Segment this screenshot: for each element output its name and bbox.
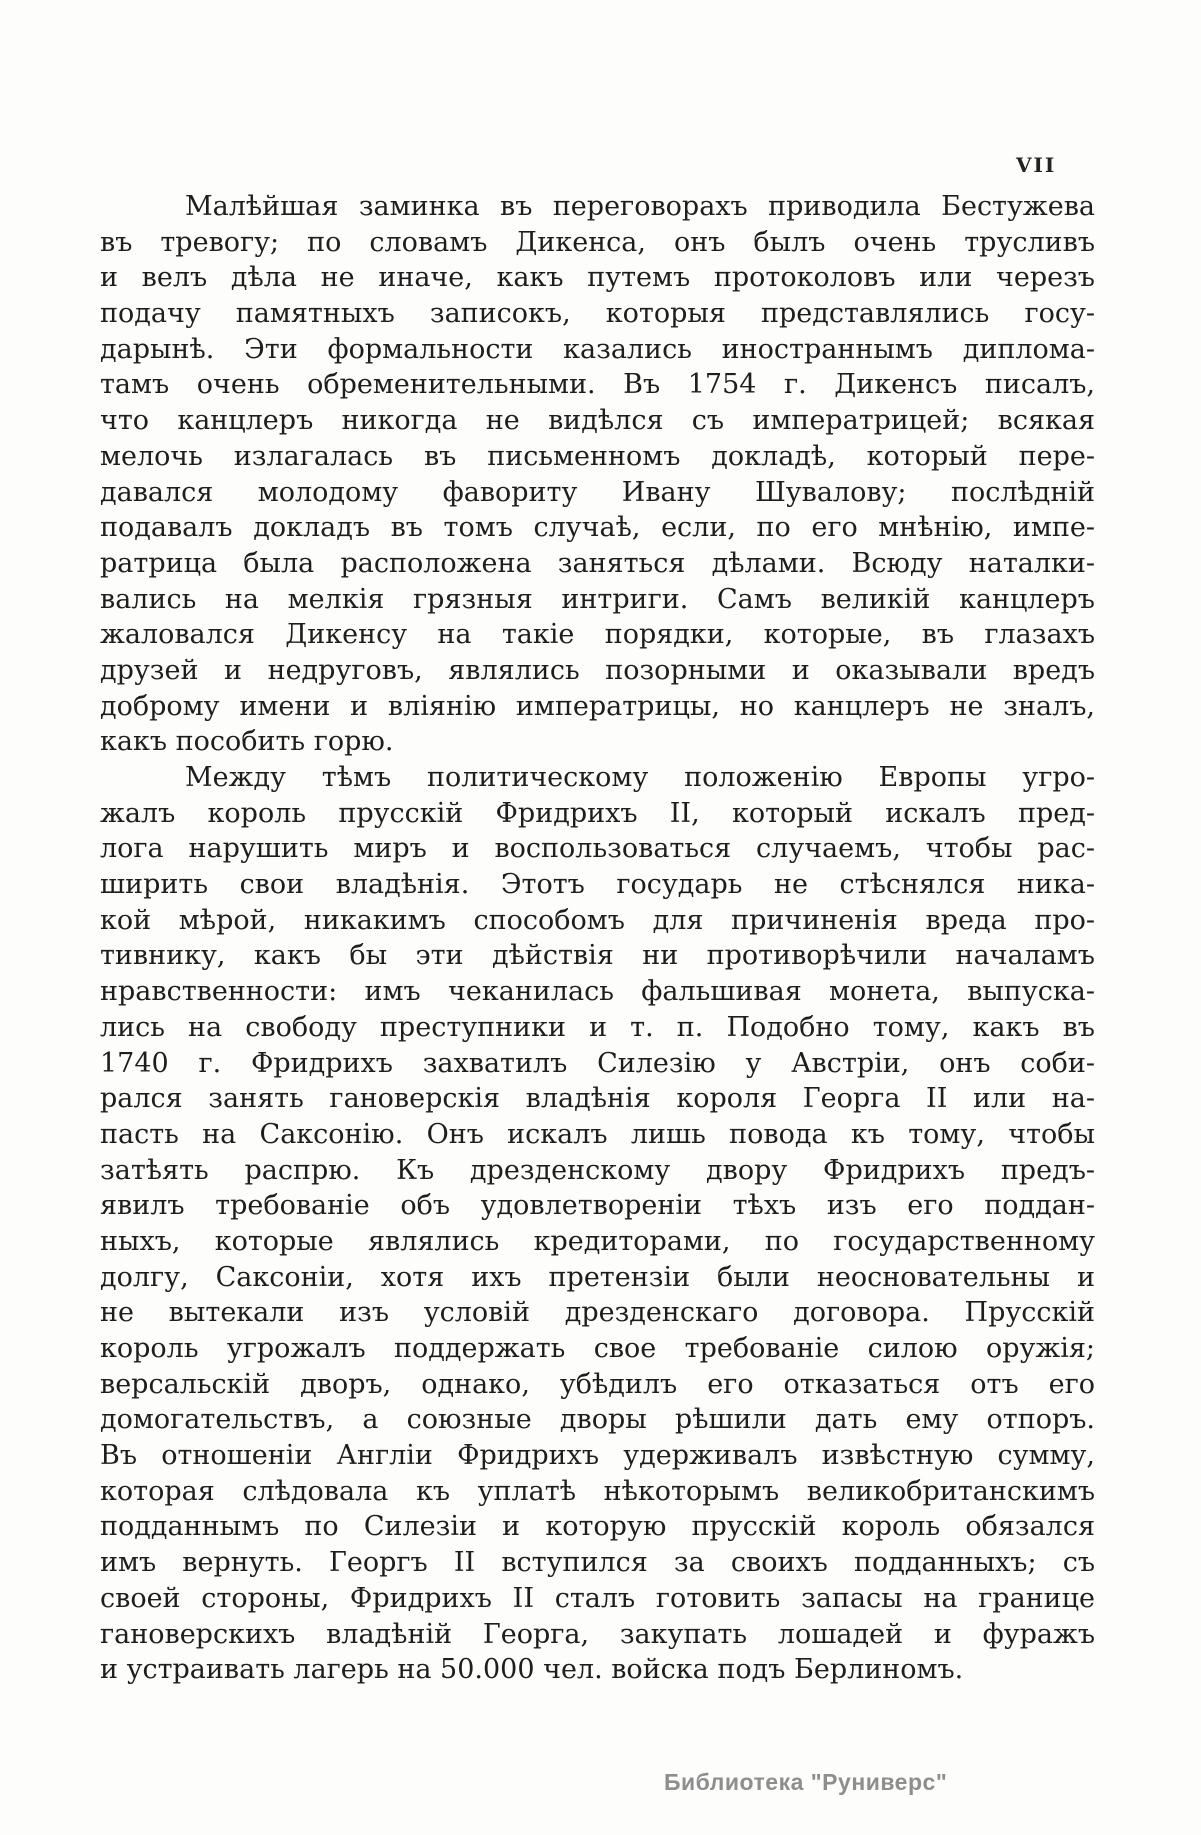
page-number: VII	[1016, 153, 1057, 177]
text-line: доброму имени и вліянію императрицы, но канцлеръ не зналъ,	[100, 690, 1095, 722]
text-line: жалъ король прусскій Фридрихъ II, который искалъ пред-	[100, 797, 1095, 829]
text-line: мелочь излагалась въ письменномъ докладѣ, который пере-	[100, 440, 1095, 472]
library-watermark: Библиотека "Руниверс"	[664, 1769, 948, 1795]
paragraph	[100, 760, 1095, 1688]
text-line: лись на свободу преступники и т. п. Подобно тому, какъ въ	[100, 1011, 1095, 1043]
paragraph	[100, 189, 1095, 760]
text-line: что канцлеръ никогда не видѣлся съ императрицей; всякая	[100, 405, 1095, 437]
text-line: ширить свои владѣнія. Этотъ государь не стѣснялся ника-	[100, 869, 1095, 901]
text-line: Между тѣмъ политическому положенію Европы угро-	[185, 762, 1095, 793]
text-line: тивнику, какъ бы эти дѣйствія ни противорѣчили началамъ	[100, 940, 1095, 972]
text-line: Малѣйшая заминка въ переговорахъ приводила Бестужева	[185, 191, 1095, 222]
text-line: дарынѣ. Эти формальности казались иностраннымъ диплома-	[100, 333, 1095, 365]
text-line: Въ отношеніи Англіи Фридрихъ удерживалъ извѣстную сумму,	[100, 1440, 1095, 1472]
text-line: вались на мелкія грязныя интриги. Самъ великій канцлеръ	[100, 583, 1095, 615]
text-line: нравственности: имъ чеканилась фальшивая монета, выпуска-	[100, 976, 1095, 1008]
text-line: явилъ требованіе объ удовлетвореніи тѣхъ изъ его поддан-	[100, 1190, 1095, 1222]
text-line: которая слѣдовала къ уплатѣ нѣкоторымъ великобританскимъ	[100, 1475, 1095, 1507]
text-line: подавалъ докладъ въ томъ случаѣ, если, по его мнѣнію, импе-	[100, 512, 1095, 544]
text-line: версальскій дворъ, однако, убѣдилъ его отказаться отъ его	[100, 1368, 1095, 1400]
text-line: друзей и недруговъ, являлись позорными и оказывали вредъ	[100, 654, 1095, 686]
text-line: затѣять распрю. Къ дрезденскому двору Фридрихъ предъ-	[100, 1154, 1095, 1186]
text-block	[100, 189, 1095, 1688]
text-line: кой мѣрой, никакимъ способомъ для причиненія вреда про-	[100, 904, 1095, 936]
text-line: подачу памятныхъ записокъ, которыя представлялись госу-	[100, 298, 1095, 330]
text-line: какъ пособить горю.	[100, 726, 394, 758]
text-line: рался занять гановерскія владѣнія короля Георга II или на-	[100, 1083, 1095, 1115]
text-line: и устраивать лагерь на 50.000 чел. войска подъ Берлиномъ.	[100, 1654, 964, 1686]
text-line: ныхъ, которые являлись кредиторами, по государственному	[100, 1225, 1095, 1257]
text-line: своей стороны, Фридрихъ II сталъ готовить запасы на границе	[100, 1582, 1095, 1614]
text-line: король угрожалъ поддержать свое требованіе силою оружія;	[100, 1333, 1095, 1364]
text-line: въ тревогу; по словамъ Дикенса, онъ былъ очень трусливъ	[100, 226, 1095, 258]
text-line: жаловался Дикенсу на такіе порядки, которые, въ глазахъ	[100, 619, 1095, 651]
text-line: давался молодому фавориту Ивану Шувалову; послѣдній	[100, 476, 1095, 508]
text-line: лога нарушить миръ и воспользоваться случаемъ, чтобы рас-	[100, 833, 1095, 865]
text-line: гановерскихъ владѣній Георга, закупать лошадей и фуражъ	[100, 1618, 1095, 1650]
text-line: пасть на Саксонію. Онъ искалъ лишь повода къ тому, чтобы	[100, 1118, 1095, 1150]
text-line: ратрица была расположена заняться дѣлами. Всюду наталки-	[100, 547, 1095, 579]
text-line: имъ вернуть. Георгъ II вступился за своихъ подданныхъ; съ	[100, 1547, 1095, 1579]
text-line: тамъ очень обременительными. Въ 1754 г. Дикенсъ писалъ,	[100, 369, 1095, 401]
text-line: долгу, Саксоніи, хотя ихъ претензіи были неосновательны и	[100, 1261, 1095, 1293]
text-line: 1740 г. Фридрихъ захватилъ Силезію у Австріи, онъ соби-	[100, 1047, 1095, 1079]
text-line: домогательствъ, а союзные дворы рѣшили дать ему отпоръ.	[100, 1404, 1095, 1436]
text-line: не вытекали изъ условій дрезденскаго договора. Прусскій	[100, 1297, 1095, 1329]
text-line: подданнымъ по Силезіи и которую прусскій король обязался	[100, 1511, 1095, 1543]
text-line: и велъ дѣла не иначе, какъ путемъ протоколовъ или черезъ	[100, 262, 1095, 294]
